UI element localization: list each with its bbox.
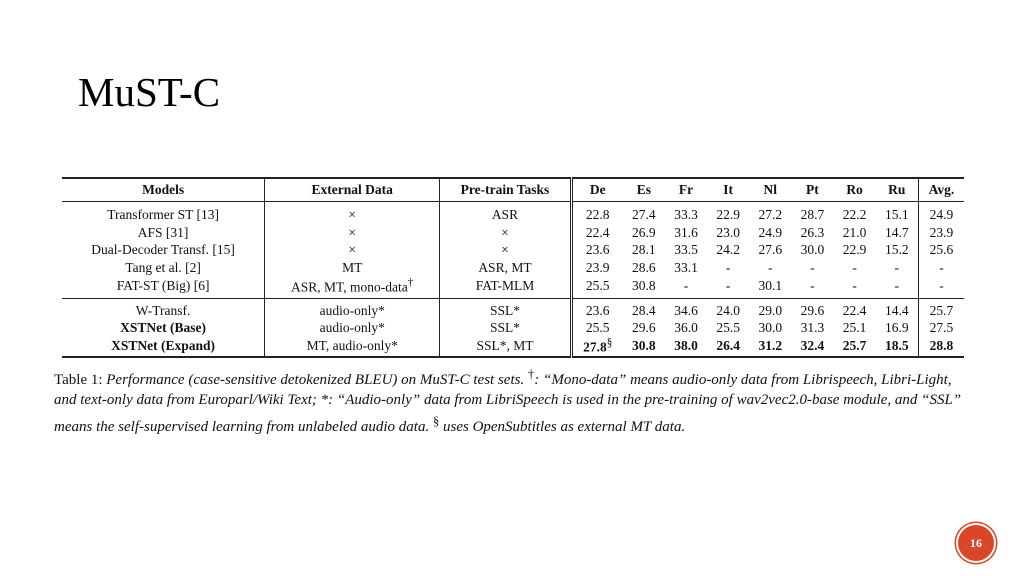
header-pretrain-tasks: Pre-train Tasks [440,178,571,202]
cell-external-data: MT [265,259,440,277]
cell-external-data: audio-only* [265,299,440,320]
cell-model: FAT-ST (Big) [6] [62,277,265,299]
cell-fr: 33.1 [674,259,698,275]
caption-section-mark: § [432,413,440,428]
header-ru: Ru [876,178,919,202]
cell-ru: 14.4 [876,299,919,320]
cell-fr: - [683,277,689,293]
table-row [62,202,964,225]
cell-de: 23.9 [585,259,610,275]
cell-nl: 30.1 [758,277,783,293]
cell-de: 22.4 [585,224,610,240]
cell-pretrain: ASR [440,202,571,225]
page-number-badge [958,525,994,561]
page-number: 16 [970,535,982,550]
cell-model: Transformer ST [13] [62,202,265,225]
cell-avg: 27.5 [929,320,954,336]
cell-external-data: audio-only* [265,320,440,338]
header-nl: Nl [763,182,778,197]
caption-text-3: uses OpenSubtitles as external MT data. [442,418,686,435]
table-row [62,320,964,338]
table-row [62,299,964,320]
table-row [62,224,964,242]
cell-pt: 26.3 [800,224,825,240]
caption-label: Table 1: [54,371,103,388]
cell-it: 22.9 [716,207,740,222]
cell-pt: - [810,259,815,275]
cell-avg: - [939,277,944,293]
cell-avg: 28.8 [929,338,954,354]
cell-external-data: × [265,224,440,242]
cell-ro: - [852,277,857,293]
cell-pt: 29.6 [800,302,825,318]
table-row [62,277,964,299]
caption-dagger-mark: † [527,366,535,381]
cell-de: 23.6 [585,242,610,258]
cell-pt: 30.0 [800,242,825,258]
cell-avg: 23.9 [929,224,954,240]
cell-ro: 21.0 [842,224,867,240]
cell-pt: 28.7 [800,207,825,222]
table-row [62,242,964,260]
cell-it: 26.4 [716,338,740,354]
dagger-footnote-mark: † [407,276,414,289]
cell-fr: 33.5 [674,242,698,258]
header-fr: Fr [678,182,694,197]
results-table [62,177,964,358]
header-it: It [723,182,734,197]
header-de: De [589,182,606,197]
cell-external-data: × [265,242,440,260]
cell-avg: 25.6 [929,242,954,258]
cell-es: 29.6 [632,320,656,336]
cell-pretrain: × [440,224,571,242]
cell-model: XSTNet (Base) [62,320,265,338]
results-table-figure [54,177,964,437]
cell-external-data-text: ASR, MT, mono-data [291,279,408,294]
cell-es: 28.6 [632,259,656,275]
cell-pretrain: FAT-MLM [440,277,571,299]
cell-nl: - [768,259,773,275]
caption-text-1: Performance (case-sensitive detokenized BLEU) on MuST-C test sets. [106,371,525,388]
cell-es: 28.1 [632,242,656,258]
cell-ro: - [852,259,857,275]
cell-model: W-Transf. [62,299,265,320]
cell-fr: 36.0 [674,320,698,336]
cell-pt: 31.3 [800,320,825,336]
cell-fr: 34.6 [674,302,698,318]
cell-it: - [725,259,731,275]
cell-pretrain: ASR, MT [440,259,571,277]
cell-it: 24.0 [716,302,740,318]
cell-de: 22.8 [585,207,610,222]
cell-avg: - [939,259,944,275]
cell-de: 23.6 [585,302,610,318]
cell-ro: 22.4 [842,302,867,318]
cell-de: 25.5 [585,320,610,336]
cell-avg: 24.9 [929,207,954,222]
cell-fr: 31.6 [674,224,698,240]
cell-model: XSTNet (Expand) [62,337,265,357]
slide-title: MuST-C [78,69,221,115]
cell-model: Dual-Decoder Transf. [15] [62,242,265,260]
cell-ru: - [876,277,919,299]
cell-nl: 27.6 [758,242,783,258]
cell-es: 28.4 [632,302,656,318]
cell-ro: 22.2 [842,207,867,222]
cell-it: 23.0 [716,224,740,240]
table-row [62,259,964,277]
cell-es: 30.8 [632,277,656,293]
table-caption [54,364,972,438]
cell-nl: 24.9 [758,224,783,240]
cell-avg: 25.7 [929,302,954,318]
cell-it: 24.2 [716,242,740,258]
cell-pretrain: × [440,242,571,260]
cell-de-value: 27.8 [583,339,607,355]
cell-fr: 33.3 [674,207,698,222]
cell-es: 26.9 [632,224,656,240]
cell-nl: 29.0 [758,302,783,318]
cell-pretrain: SSL*, MT [440,337,571,357]
cell-pretrain: SSL* [440,320,571,338]
cell-nl: 31.2 [758,338,783,354]
cell-external-data: MT, audio-only* [265,337,440,357]
header-models: Models [62,178,265,202]
header-pt: Pt [806,182,819,197]
cell-external-data [265,277,440,299]
cell-ru: 16.9 [876,320,919,338]
cell-ru: - [876,259,919,277]
cell-model: Tang et al. [2] [62,259,265,277]
table-header-row [62,178,964,202]
cell-external-data: × [265,202,440,225]
cell-ro: 22.9 [842,242,867,258]
cell-ro: 25.7 [842,338,867,354]
cell-nl: 30.0 [758,320,783,336]
cell-ru: 15.2 [876,242,919,260]
cell-it: 25.5 [716,320,740,336]
cell-es: 30.8 [632,338,656,354]
cell-pretrain: SSL* [440,299,571,320]
caption-text-2: : “Mono-data” means audio-only data from Librispeech, Libri-Light, and text-only data from Europarl/Wiki Text; *: “Audio-only” data from LibriSpeech is used in the pre-training of wav2vec2.0-base module, and “SSL” means the self-supervised learning from unlabeled audio data. [54,371,962,435]
cell-de: 25.5 [585,277,610,293]
cell-de [571,337,623,357]
cell-fr: 38.0 [674,338,698,354]
cell-es: 27.4 [632,207,656,222]
section-footnote-mark: § [606,337,613,349]
cell-ru: 14.7 [876,224,919,242]
cell-ru: 15.1 [876,202,919,225]
cell-pt: 32.4 [800,338,825,354]
cell-ro: 25.1 [842,320,867,336]
cell-it: - [725,277,731,293]
header-external-data: External Data [265,178,440,202]
header-ro: Ro [846,182,863,197]
cell-model: AFS [31] [62,224,265,242]
cell-ru: 18.5 [876,337,919,357]
header-avg: Avg. [928,182,955,197]
cell-nl: 27.2 [758,207,783,222]
cell-pt: - [810,277,815,293]
header-es: Es [636,182,651,197]
table-row [62,337,964,357]
